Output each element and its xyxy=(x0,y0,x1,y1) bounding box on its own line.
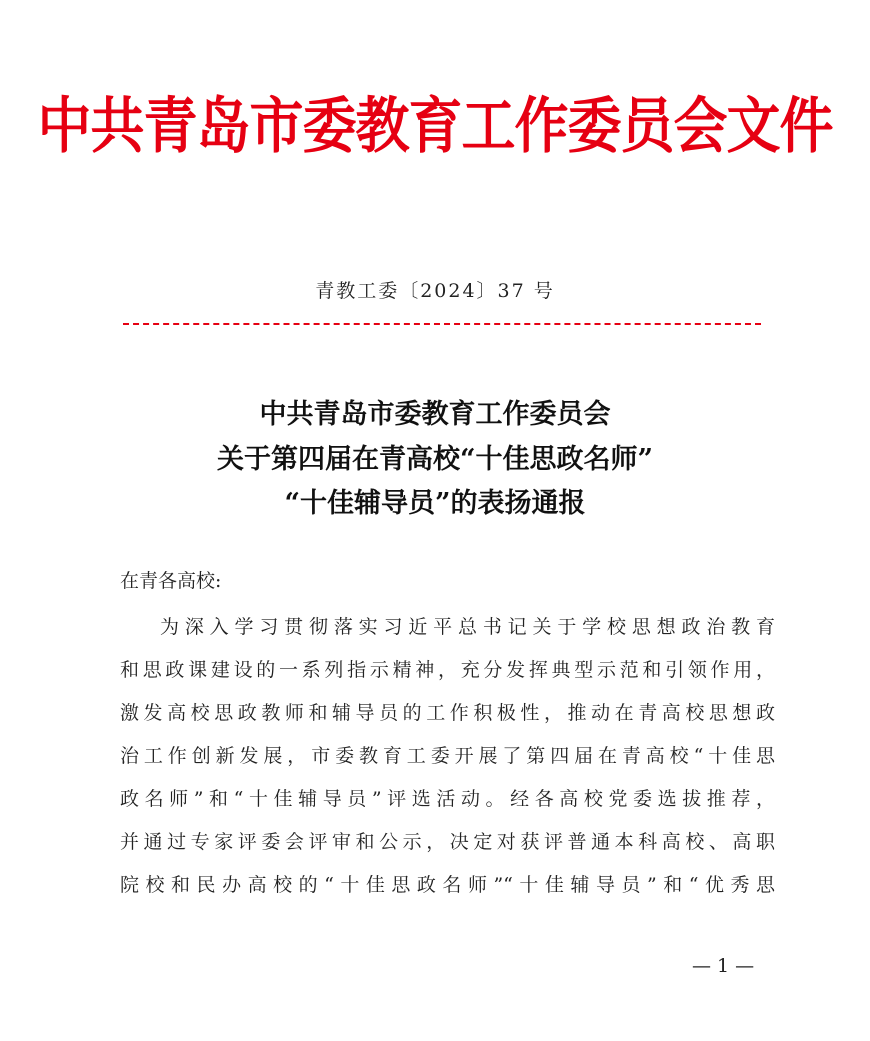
notice-title-line-1: 中共青岛市委教育工作委员会 xyxy=(259,399,611,430)
notice-title-line-2: 关于第四届在青高校“十佳思政名师” xyxy=(216,444,654,475)
body-line: 激发高校思政教师和辅导员的工作积极性，推动在青高校思想政 xyxy=(120,702,775,724)
body-line: 治工作创新发展，市委教育工委开展了第四届在青高校“十佳思 xyxy=(120,745,775,767)
masthead-title: 中共青岛市委教育工作委员会文件 xyxy=(37,89,833,161)
body-line: 院校和民办高校的“十佳思政名师”“十佳辅导员”和“优秀思 xyxy=(120,874,775,896)
document-number: 青教工委〔2024〕37 号 xyxy=(315,280,555,302)
notice-title-line-3: “十佳辅导员”的表扬通报 xyxy=(284,488,586,519)
body-line: 和思政课建设的一系列指示精神，充分发挥典型示范和引领作用， xyxy=(120,659,775,681)
body-line: 并通过专家评委会评审和公示，决定对获评普通本科高校、高职 xyxy=(120,831,775,853)
body-line: 政名师”和“十佳辅导员”评选活动。经各高校党委选拔推荐， xyxy=(120,788,775,810)
salutation: 在青各高校: xyxy=(120,570,222,592)
body-line: 为深入学习贯彻落实习近平总书记关于学校思想政治教育 xyxy=(160,616,775,638)
page-number: — 1 — xyxy=(692,955,755,977)
red-separator-line xyxy=(123,323,761,325)
